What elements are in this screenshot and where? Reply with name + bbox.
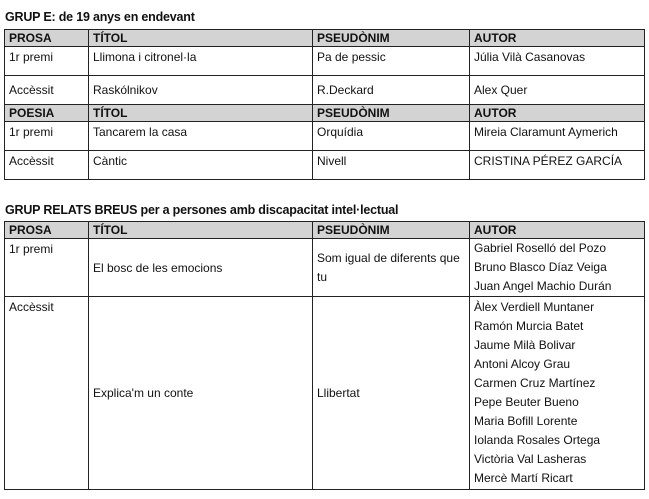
author-name: Gabriel Roselló del Pozo <box>474 241 607 255</box>
title-cell: Tancarem la casa <box>89 122 313 151</box>
author-name: Mercè Martí Ricart <box>474 471 573 485</box>
header-cell: PROSA <box>5 222 89 239</box>
author-name: Bruno Blasco Díaz Veiga <box>474 260 607 274</box>
header-cell: AUTOR <box>470 222 645 239</box>
header-cell: PSEUDÒNIM <box>313 222 470 239</box>
author-name: Antoni Alcoy Grau <box>474 357 571 371</box>
authors-cell <box>470 239 645 297</box>
header-cell: TÍTOL <box>89 222 313 239</box>
header-cell: TÍTOL <box>89 30 313 47</box>
table-row <box>5 76 645 105</box>
prize-cell: Accèssit <box>5 76 89 105</box>
table-row <box>5 239 645 297</box>
title-cell: Explica'm un conte <box>89 297 313 490</box>
prize-cell: 1r premi <box>5 47 89 76</box>
header-cell: TÍTOL <box>89 105 313 122</box>
author-name: Jaume Milà Bolivar <box>474 338 576 352</box>
prize-cell: Accèssit <box>5 297 89 490</box>
header-cell: POESIA <box>5 105 89 122</box>
prize-cell: 1r premi <box>5 239 89 297</box>
table-row <box>5 297 645 490</box>
pseudonym-cell: Nivell <box>313 151 470 180</box>
author-name: Maria Bofill Lorente <box>474 414 578 428</box>
pseudonym-cell: Pa de pessic <box>313 47 470 76</box>
title-cell: Càntic <box>89 151 313 180</box>
author-name: Carmen Cruz Martínez <box>474 376 596 390</box>
table-header-row <box>5 222 645 239</box>
author-cell: Mireia Claramunt Aymerich <box>470 122 645 151</box>
table-row <box>5 151 645 180</box>
pseudonym-cell: Som igual de diferents que tu <box>313 239 470 297</box>
author-name: Victòria Val Lasheras <box>474 452 587 466</box>
author-name: Pepe Beuter Bueno <box>474 395 579 409</box>
header-cell: PSEUDÒNIM <box>313 30 470 47</box>
section-title-relats-breus: GRUP RELATS BREUS per a persones amb discapacitat intel·lectual <box>5 203 399 217</box>
author-name: Juan Angel Machio Durán <box>474 279 612 293</box>
prize-cell: Accèssit <box>5 151 89 180</box>
author-cell: Júlia Vilà Casanovas <box>470 47 645 76</box>
pseudonym-cell: Orquídia <box>313 122 470 151</box>
section-title-grup-e: GRUP E: de 19 anys en endevant <box>5 10 195 24</box>
table-relats-breus <box>4 221 645 490</box>
author-name: Iolanda Rosales Ortega <box>474 433 601 447</box>
title-cell: El bosc de les emocions <box>89 239 313 297</box>
header-cell: PSEUDÒNIM <box>313 105 470 122</box>
authors-cell <box>470 297 645 490</box>
header-cell: AUTOR <box>470 30 645 47</box>
author-name: Àlex Verdiell Muntaner <box>474 300 595 314</box>
pseudonym-cell: R.Deckard <box>313 76 470 105</box>
table-header-row <box>5 105 645 122</box>
table-grup-e <box>4 29 645 180</box>
title-cell: Llimona i citronel·la <box>89 47 313 76</box>
prize-cell: 1r premi <box>5 122 89 151</box>
header-cell: AUTOR <box>470 105 645 122</box>
table-row <box>5 47 645 76</box>
table-header-row <box>5 30 645 47</box>
author-cell: CRISTINA PÉREZ GARCÍA <box>470 151 645 180</box>
table-row <box>5 122 645 151</box>
author-cell: Alex Quer <box>470 76 645 105</box>
author-name: Ramón Murcia Batet <box>474 319 584 333</box>
header-cell: PROSA <box>5 30 89 47</box>
pseudonym-cell: Llibertat <box>313 297 470 490</box>
title-cell: Raskólnikov <box>89 76 313 105</box>
